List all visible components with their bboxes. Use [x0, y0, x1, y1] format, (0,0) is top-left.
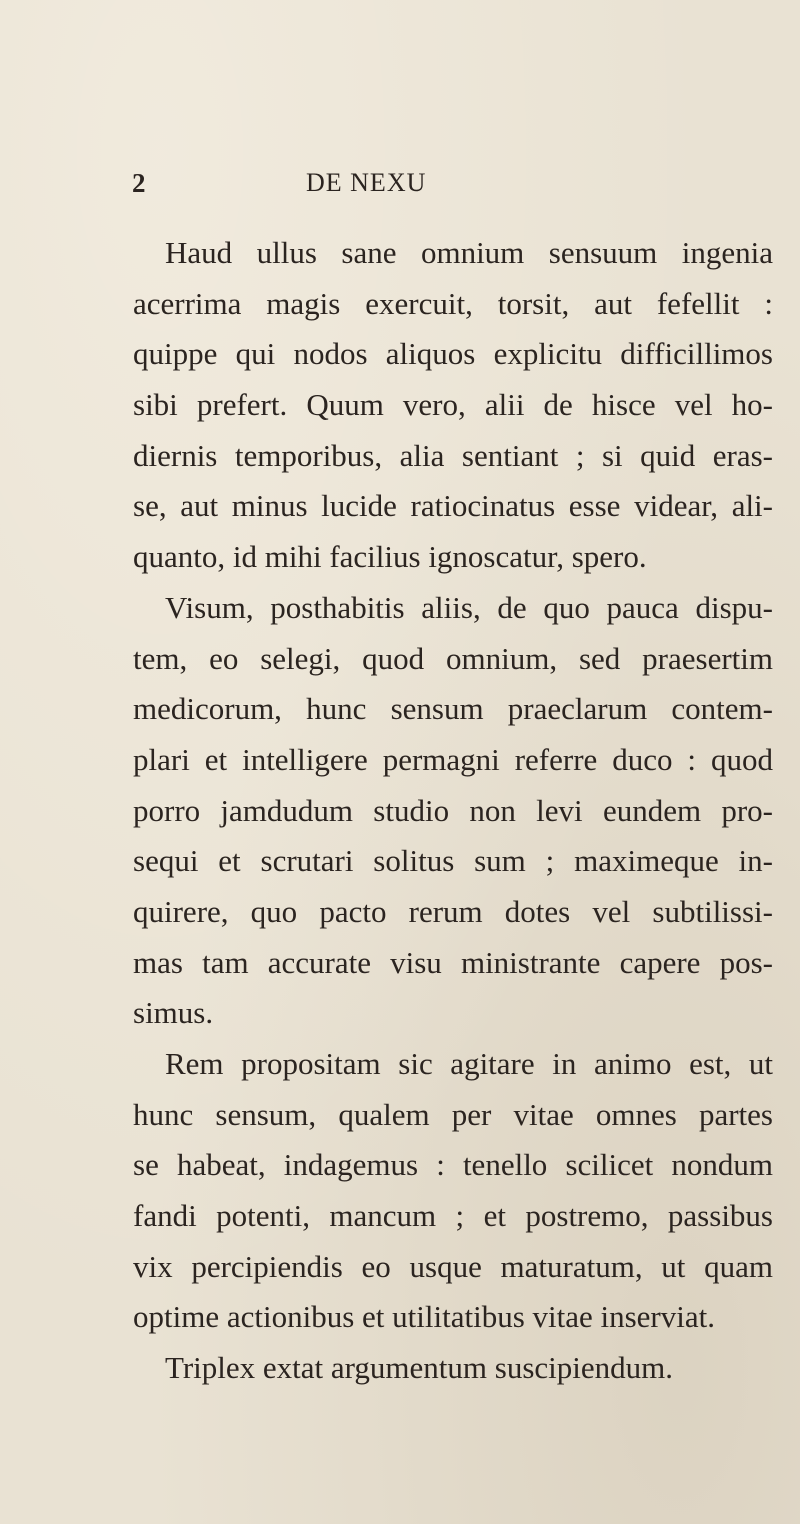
header-title: DE NEXU — [306, 168, 427, 197]
text-line: Haud ullus sane omnium sensuum ingenia — [165, 235, 773, 270]
text-line: sequi et scrutari solitus sum ; maximeque in- — [133, 843, 773, 879]
text-line: quippe qui nodos aliquos explicitu difficillimos — [133, 336, 773, 372]
text-line: tem, eo selegi, quod omnium, sed praesertim — [133, 640, 773, 676]
text-line: Visum, posthabitis aliis, de quo pauca dispu- — [165, 589, 773, 625]
body-text — [133, 228, 773, 1394]
text-line: diernis temporibus, alia sentiant ; si quid eras- — [133, 437, 773, 473]
text-line: porro jamdudum studio non levi eundem pro- — [133, 792, 773, 828]
text-line: fandi potenti, mancum ; et postremo, passibus — [133, 1198, 773, 1234]
text-line: mas tam accurate visu ministrante capere pos- — [133, 944, 773, 980]
page-number: 2 — [132, 168, 146, 198]
text-line: hunc sensum, qualem per vitae omnes partes — [133, 1096, 773, 1132]
text-line: sibi prefert. Quum vero, alii de hisce vel ho- — [133, 387, 773, 423]
text-line: quirere, quo pacto rerum dotes vel subtilissi- — [133, 893, 773, 929]
text-line: se habeat, indagemus : tenello scilicet nondum — [133, 1147, 773, 1183]
text-line: Rem propositam sic agitare in animo est, ut — [165, 1046, 773, 1081]
text-line: optime actionibus et utilitatibus vitae inserviat. — [133, 1299, 715, 1335]
text-line: plari et intelligere permagni referre duco : quod — [133, 741, 773, 777]
text-line: medicorum, hunc sensum praeclarum contem- — [133, 691, 773, 727]
text-line: vix percipiendis eo usque maturatum, ut quam — [133, 1248, 773, 1284]
text-line: simus. — [133, 995, 214, 1031]
text-line: acerrima magis exercuit, torsit, aut fefellit : — [133, 285, 773, 321]
running-head — [132, 166, 772, 200]
text-line: Triplex extat argumentum suscipiendum. — [165, 1350, 674, 1386]
text-line: se, aut minus lucide ratiocinatus esse videar, ali- — [133, 488, 773, 524]
text-line: quanto, id mihi facilius ignoscatur, spero. — [133, 539, 647, 575]
